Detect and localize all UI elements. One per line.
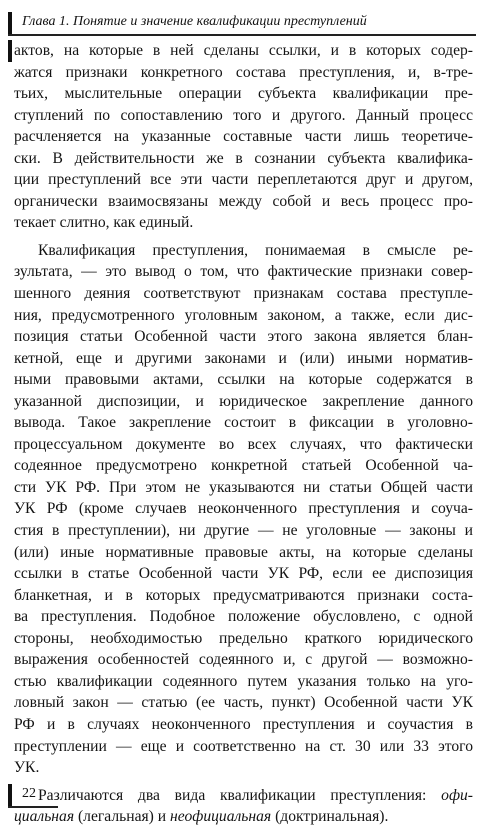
text-line (14, 785, 473, 807)
italic-term: офи- (441, 786, 473, 804)
body-text (14, 40, 473, 828)
text-run: Различаются два вида квалификации преступления: (38, 786, 442, 804)
text-line: кетной, еще и другими законами и (или) иными норматив- (14, 349, 473, 367)
text-line: указанной диспозиции, и юридическое закрепление данного (14, 392, 473, 410)
text-line: ния, предусмотренного уголовным законом, а также, если дис- (14, 306, 473, 324)
header-marker-bar (8, 12, 12, 34)
running-header (8, 12, 476, 36)
text-line: текает слитно, как единый. (14, 214, 194, 232)
text-line: процессуальном документе во всех случаях, что фактически (14, 435, 473, 453)
text-line: преступлении — еще и соответственно на ст. 30 или 33 этого (14, 737, 473, 755)
text-line: органически взаимосвязаны между собой и весь процесс про- (14, 192, 473, 210)
text-line: ски. В действительности же в сознании субъекта квалифика- (14, 149, 473, 167)
text-line: (или) иные нормативные правовые акты, на которые сделаны (14, 543, 473, 561)
text-line: ции преступлений все эти части переплетаются друг и другом, (14, 171, 473, 189)
footer-marker-bar (8, 784, 12, 806)
text-line: зультата, — это вывод о том, что фактические признаки совер- (14, 263, 473, 281)
page-footer (8, 784, 58, 806)
paragraph-3 (14, 785, 473, 828)
paragraph-2 (14, 240, 473, 779)
text-line: вывода. Такое закрепление состоит в фиксации в уголовно- (14, 414, 473, 432)
italic-term: неофициальная (170, 808, 272, 826)
text-line: ступлений по сопоставлению того и другого. Данный процесс (14, 106, 473, 124)
text-line: стия в преступлении), ни другие — не уголовные — законы и (14, 522, 473, 540)
text-line: расчленяется на указанные составные части лишь теоретиче- (14, 128, 473, 146)
text-line: ва преступления. Подобное положение обусловлено, с одной (14, 608, 473, 626)
text-line: выражения особенностей содеянного и, с другой — возможно- (14, 651, 473, 669)
text-line: стью квалификации содеянного путем указания только на уго- (14, 672, 473, 690)
text-line: бланкетная, и в которых предусматриваются признаки соста- (14, 586, 473, 604)
text-line: сти УК РФ. При этом не указываются ни статьи Общей части (14, 478, 473, 496)
footer-rule (8, 806, 58, 808)
text-run: (легальная) и (74, 808, 170, 826)
text-line: ссылки в статье Особенной части УК РФ, если ее диспозиция (14, 565, 473, 583)
text-line: жатся признаки конкретного состава преступления, и, в-тре- (14, 63, 473, 81)
text-line: тьих, мыслительные операции субъекта квалификации пре- (14, 85, 473, 103)
text-line: актов, на которые в ней сделаны ссылки, и в которых содер- (14, 42, 473, 59)
text-run: (доктринальная). (271, 808, 389, 826)
text-line: ловный закон — статью (ее часть, пункт) Особенной части УК (14, 694, 473, 712)
text-line (14, 806, 473, 828)
chapter-title: Глава 1. Понятие и значение квалификации преступлений (22, 14, 367, 29)
text-line: позиция статьи Особенной части этого закона является блан- (14, 328, 473, 346)
text-line: УК. (14, 759, 40, 777)
text-line: шенного деяния соответствуют признакам состава преступле- (14, 285, 473, 303)
text-line: УК РФ (кроме случаев неоконченного преступления и соуча- (14, 500, 473, 518)
page-number: 22 (22, 786, 36, 801)
paragraph-1 (14, 40, 473, 234)
text-line: Квалификация преступления, понимаемая в смысле ре- (38, 241, 473, 259)
text-line: содеянное предусмотрено конкретной статьей Особенной ча- (14, 457, 473, 475)
text-line: ными правовыми актами, ссылки на которые содержатся в (14, 371, 473, 389)
text-line: стороны, необходимостью предельно краткого юридического (14, 629, 473, 647)
text-line: РФ и в случаях неоконченного преступления и соучастия в (14, 715, 473, 733)
margin-marker-bar (8, 40, 12, 62)
italic-term: циальная (14, 808, 75, 826)
